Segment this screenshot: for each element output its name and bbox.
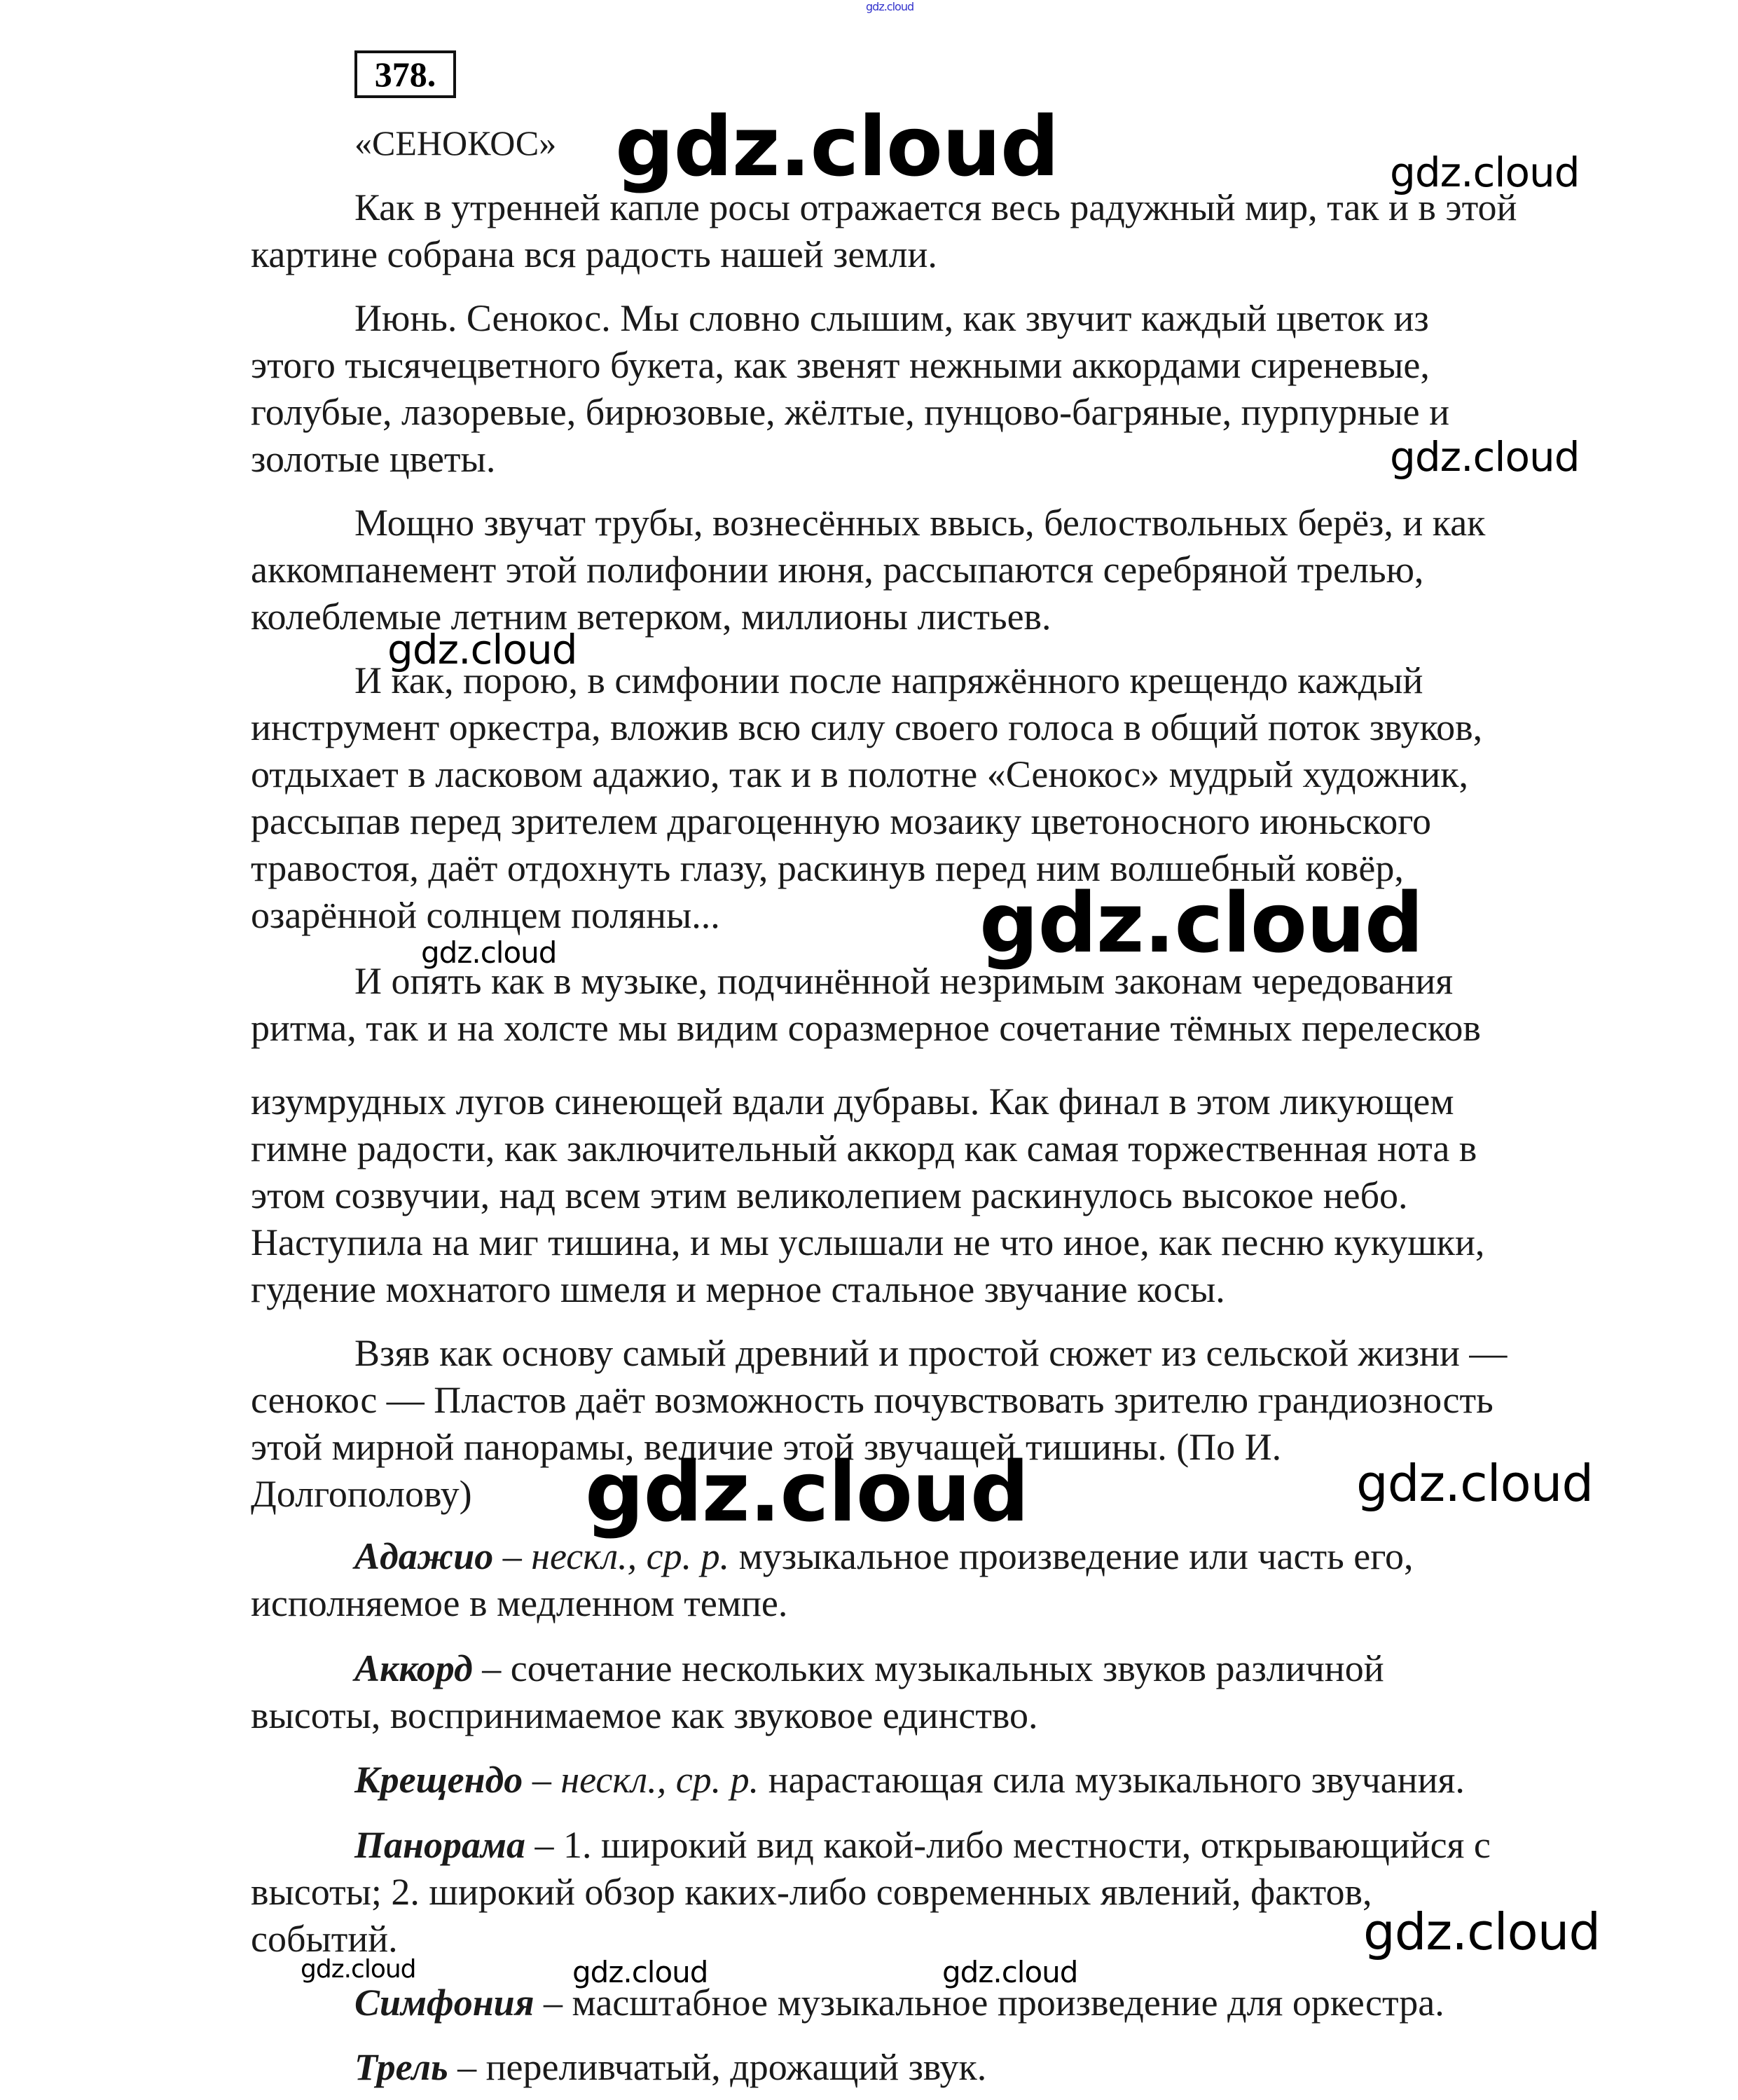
- glossary-dash: –: [472, 1647, 511, 1689]
- paragraph-line: отдыхает в ласковом адажио, так и в полотне «Сенокос» мудрый художник,: [251, 753, 1469, 795]
- paragraph: [251, 1078, 1484, 1313]
- watermark: gdz.cloud: [615, 98, 1059, 195]
- glossary-grammar: нескл., ср. р.: [560, 1759, 759, 1801]
- paragraph-line: Как в утренней капле росы отражается весь радужный мир, так и в этой: [354, 186, 1517, 228]
- glossary-line: [251, 1757, 1465, 1804]
- glossary-definition: переливчатый, дрожащий звук.: [485, 2046, 987, 2088]
- glossary-definition: высоты, воспринимаемое как звуковое единство.: [251, 1694, 1038, 1736]
- paragraph-line: инструмент оркестра, вложив всю силу своего голоса в общий поток звуков,: [251, 706, 1483, 748]
- paragraph-line: гудение мохнатого шмеля и мерное стальное звучание косы.: [251, 1268, 1225, 1310]
- glossary-line: [251, 1822, 1491, 1869]
- paragraph-line: этом созвучии, над всем этим великолепием раскинулось высокое небо.: [251, 1174, 1408, 1216]
- watermark: gdz.cloud: [866, 0, 914, 13]
- watermark: gdz.cloud: [979, 874, 1423, 971]
- glossary-line: [251, 1580, 1414, 1627]
- glossary-dash: –: [523, 1759, 561, 1801]
- glossary-entry: [251, 1979, 1444, 2026]
- glossary-definition: сочетание нескольких музыкальных звуков различной: [510, 1647, 1384, 1689]
- glossary-term: Аккорд: [354, 1647, 473, 1689]
- paragraph: [251, 295, 1449, 483]
- paragraph-line: ритма, так и на холсте мы видим соразмерное сочетание тёмных перелесков: [251, 1007, 1481, 1049]
- glossary-definition: музыкальное произведение или часть его,: [729, 1535, 1414, 1577]
- watermark: gdz.cloud: [942, 1955, 1078, 1989]
- paragraph: [251, 500, 1485, 640]
- glossary-entry: [251, 1645, 1384, 1739]
- glossary-definition: масштабное музыкальное произведение для оркестра.: [572, 1982, 1444, 2024]
- paragraph-line: этой мирной панорамы, величие этой звучащей тишины. (По И.: [251, 1426, 1282, 1468]
- glossary-term: Трель: [354, 2046, 448, 2088]
- text-title: «СЕНОКОС»: [354, 123, 557, 163]
- watermark: gdz.cloud: [387, 626, 577, 673]
- watermark: gdz.cloud: [1363, 1902, 1601, 1961]
- paragraph-line: И как, порою, в симфонии после напряжённого крещендо каждый: [354, 659, 1423, 701]
- paragraph-line: изумрудных лугов синеющей вдали дубравы. Как финал в этом ликующем: [251, 1080, 1454, 1123]
- glossary-line: [251, 1916, 1491, 1963]
- watermark: gdz.cloud: [1356, 1454, 1594, 1513]
- paragraph-line: колеблемые летним ветерком, миллионы листьев.: [251, 596, 1051, 638]
- glossary-entry: [251, 1757, 1465, 1804]
- paragraph-line: картине собрана вся радость нашей земли.: [251, 233, 937, 275]
- glossary-definition: событий.: [251, 1918, 398, 1960]
- glossary-entry: [251, 1822, 1491, 1963]
- glossary-dash: –: [448, 2046, 486, 2088]
- glossary-line: [251, 1869, 1491, 1916]
- watermark: gdz.cloud: [585, 1443, 1029, 1540]
- glossary-line: [251, 1645, 1384, 1692]
- paragraph-line: голубые, лазоревые, бирюзовые, жёлтые, пунцово-багряные, пурпурные и: [251, 391, 1449, 433]
- paragraph-line: Долгополову): [251, 1473, 472, 1515]
- paragraph-line: Июнь. Сенокос. Мы словно слышим, как звучит каждый цветок из: [354, 297, 1429, 339]
- watermark: gdz.cloud: [1390, 433, 1580, 481]
- paragraph-line: этого тысячецветного букета, как звенят нежными аккордами сиреневые,: [251, 344, 1430, 386]
- glossary-entry: [251, 2044, 986, 2091]
- glossary-line: [251, 2044, 986, 2091]
- glossary-dash: –: [525, 1824, 563, 1866]
- glossary-entry: [251, 1533, 1414, 1627]
- glossary-term: Адажио: [354, 1535, 494, 1577]
- glossary-term: Симфония: [354, 1982, 534, 2024]
- paragraph-line: И опять как в музыке, подчинённой незримым законам чередования: [354, 960, 1454, 1002]
- glossary-grammar: нескл., ср. р.: [531, 1535, 730, 1577]
- paragraph-line: озарённой солнцем поляны...: [251, 894, 720, 936]
- paragraph-line: травостоя, даёт отдохнуть глазу, раскинув перед ним волшебный ковёр,: [251, 847, 1404, 889]
- glossary-dash: –: [493, 1535, 532, 1577]
- paragraph-line: золотые цветы.: [251, 438, 496, 480]
- glossary-definition: исполняемое в медленном темпе.: [251, 1582, 788, 1624]
- glossary-line: [251, 1979, 1444, 2026]
- watermark: gdz.cloud: [572, 1955, 708, 1989]
- glossary-definition: нарастающая сила музыкального звучания.: [759, 1759, 1465, 1801]
- exercise-number: 378.: [354, 50, 456, 98]
- glossary-term: Панорама: [354, 1824, 525, 1866]
- watermark: gdz.cloud: [301, 1955, 416, 1984]
- glossary-line: [251, 1692, 1384, 1739]
- glossary-line: [251, 1533, 1414, 1580]
- paragraph-line: Взяв как основу самый древний и простой сюжет из сельской жизни —: [354, 1332, 1508, 1374]
- paragraph: [251, 184, 1517, 278]
- glossary-dash: –: [534, 1982, 572, 2024]
- paragraph-line: Наступила на миг тишина, и мы услышали не что иное, как песню кукушки,: [251, 1221, 1485, 1263]
- paragraph-line: аккомпанемент этой полифонии июня, рассыпаются серебряной трелью,: [251, 549, 1424, 591]
- paragraph-line: гимне радости, как заключительный аккорд как самая торжественная нота в: [251, 1127, 1477, 1169]
- watermark: gdz.cloud: [1390, 149, 1580, 196]
- paragraph-line: рассыпав перед зрителем драгоценную мозаику цветоносного июньского: [251, 800, 1431, 842]
- glossary-definition: 1. широкий вид какой-либо местности, открывающийся с: [563, 1824, 1491, 1866]
- watermark: gdz.cloud: [421, 935, 557, 970]
- paragraph-line: Мощно звучат трубы, вознесённых ввысь, белоствольных берёз, и как: [354, 502, 1486, 544]
- glossary-term: Крещендо: [354, 1759, 523, 1801]
- glossary-definition: высоты; 2. широкий обзор каких-либо современных явлений, фактов,: [251, 1871, 1372, 1913]
- paragraph: [251, 958, 1481, 1052]
- paragraph-line: сенокос — Пластов даёт возможность почувствовать зрителю грандиозность: [251, 1379, 1494, 1421]
